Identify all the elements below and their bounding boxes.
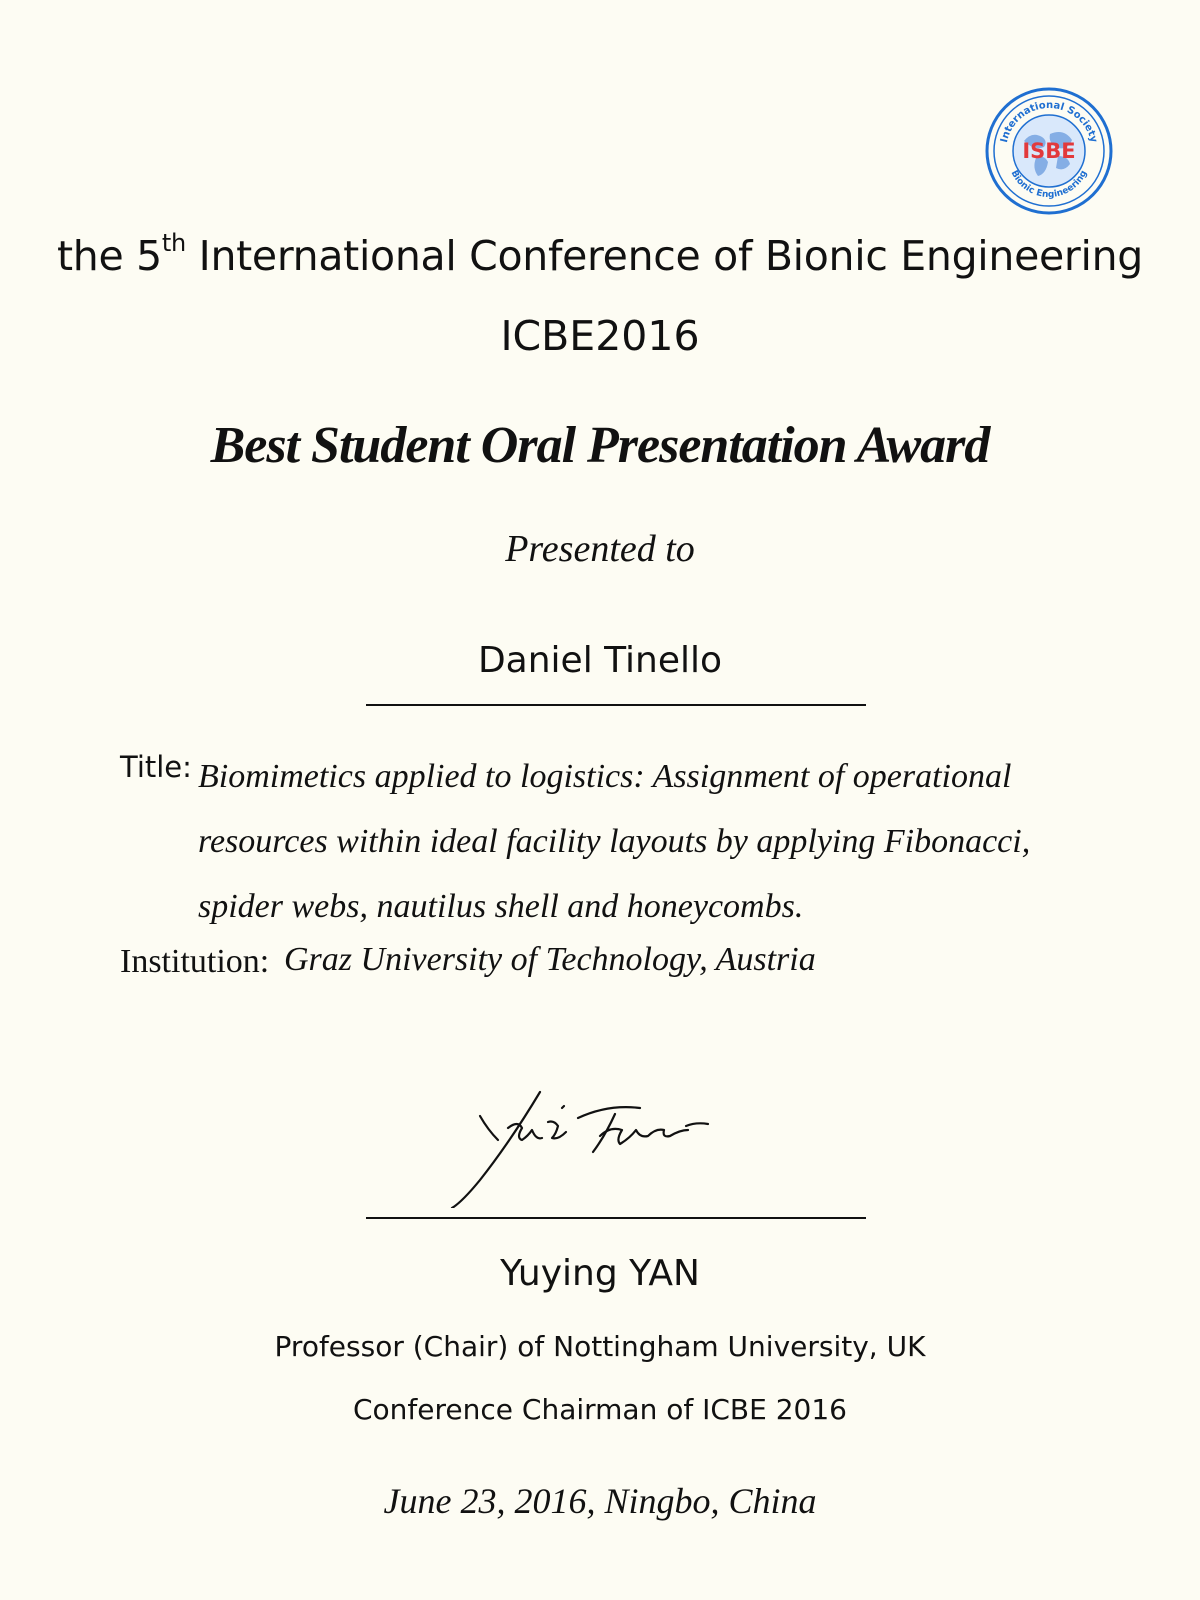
signature-line bbox=[366, 1217, 866, 1219]
logo-center-text: ISBE bbox=[1022, 139, 1076, 163]
conference-name-prefix: the 5 bbox=[56, 232, 162, 280]
signatory-name: Yuying YAN bbox=[500, 1253, 700, 1294]
title-label: Title: bbox=[120, 750, 192, 784]
award-title: Best Student Oral Presentation Award bbox=[210, 417, 990, 474]
date-place: June 23, 2016, Ningbo, China bbox=[383, 1481, 817, 1521]
paper-title bbox=[198, 744, 1098, 939]
presented-to: Presented to bbox=[505, 528, 695, 570]
logo-bottom-text: Bionic Engineering bbox=[1008, 168, 1090, 201]
institution-label: Institution: bbox=[120, 943, 270, 980]
signatory-role: Conference Chairman of ICBE 2016 bbox=[353, 1393, 847, 1426]
isbe-logo bbox=[984, 86, 1114, 216]
paper-title-line: Biomimetics applied to logistics: Assignment of operational bbox=[198, 758, 1012, 795]
recipient-name: Daniel Tinello bbox=[477, 640, 723, 681]
paper-title-line: resources within ideal facility layouts by applying Fibonacci, bbox=[198, 823, 1031, 860]
signatory-role: Professor (Chair) of Nottingham University, UK bbox=[274, 1330, 926, 1363]
paper-title-line: spider webs, nautilus shell and honeycombs. bbox=[198, 888, 804, 925]
logo-top-text: International Society bbox=[998, 99, 1100, 144]
recipient-underline bbox=[366, 704, 866, 706]
conference-code: ICBE2016 bbox=[500, 312, 700, 360]
conference-name-rest: International Conference of Bionic Engineering bbox=[185, 232, 1143, 280]
conference-name-ordinal: th bbox=[161, 229, 186, 258]
institution-value: Graz University of Technology, Austria bbox=[284, 941, 816, 978]
conference-name bbox=[0, 229, 1200, 280]
signature bbox=[450, 1078, 790, 1208]
